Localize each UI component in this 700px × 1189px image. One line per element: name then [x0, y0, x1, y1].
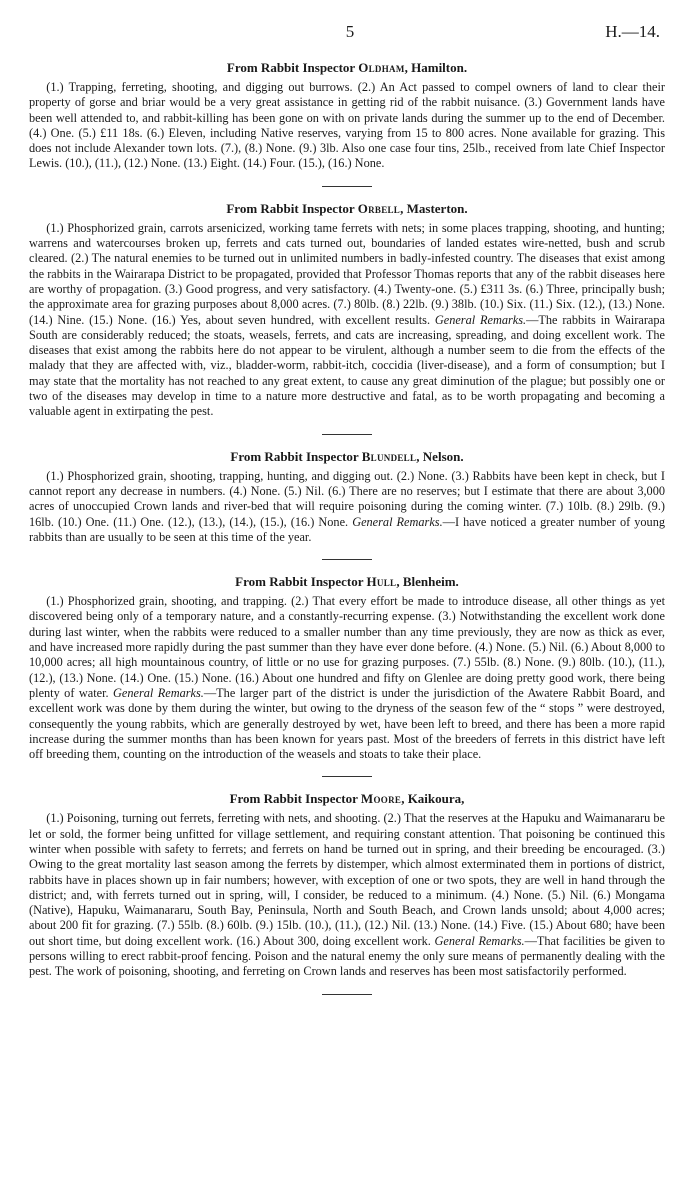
heading-location: , Blenheim. — [396, 574, 459, 590]
report-section-blundell — [29, 449, 665, 545]
report-section-moore — [29, 791, 665, 979]
section-divider — [322, 559, 372, 560]
general-remarks-text: —The rabbits in Wairarapa South are considerably reduced; the stoats, weasels, ferrets, and cats are increasing, spreading, and doing excellent work. The diseases that exist among the rabbits here do not appear to be virulent, although a number seem to die from the effects of the malady that they are affected with, viz., bladder-worm, rabbit-itch, coccidia (liver-disease), and a form of consumption; but I may state that the mortality has not reached to any great extent, to cause any great diminution of the plague; but possibly one or two of the diseases may develop in time to a nature more destructive and fatal, as to be worth propagating and becoming a valuable agent in extirpating the pest. — [29, 312, 665, 419]
inspector-name: Orbell — [357, 200, 401, 216]
page-number: 5 — [345, 22, 355, 41]
general-remarks-text: —I have noticed a greater number of young rabbits than are usually to be seen at this time of the year. — [29, 514, 665, 544]
heading-location: , Hamilton. — [404, 60, 468, 75]
heading-prefix: From Rabbit Inspector — [226, 200, 355, 216]
report-paragraph — [29, 594, 665, 762]
section-heading — [29, 574, 665, 589]
report-body — [29, 60, 665, 1009]
general-remarks-label: General Remarks. — [434, 312, 527, 327]
report-paragraph — [29, 811, 665, 979]
inspector-name: Hull — [366, 574, 397, 590]
report-paragraph — [29, 80, 665, 172]
heading-location: , Kaikoura, — [401, 791, 465, 807]
heading-prefix: From Rabbit Inspector — [230, 448, 359, 464]
heading-prefix: From Rabbit Inspector — [235, 574, 364, 590]
report-section-hull — [29, 574, 665, 762]
report-section-orbell — [29, 201, 665, 420]
general-remarks-text: —The larger part of the district is under the jurisdiction of the Awatere Rabbit Board, and excellent work was done by them during the winter, but owing to the dryness of the season few of the “ stops ” were destroyed, consequently the young rabbits, which are generally destroyed by wet, have been left to breed, and there has been a more rapid increase during the summer months than has been known for years past. Most of the breeders of ferrets in this district have left off breeding them, counting on the introduction of the weasels and stoats to take their place. — [29, 685, 665, 762]
section-heading — [29, 449, 665, 464]
report-text: (1.) Phosphorized grain, shooting, trapping, hunting, and digging out. (2.) None. (3.) Rabbits have been kept in check, but I cannot report any decrease in numbers. (4.) None. (5.) Nil. (6.) There are no reserves; but I estimate that there are about 3,000 acres of unoccupied Crown lands and river-bed that will require poisoning during the coming winter. (7.) 10lb. (8.) 29lb. (9.) 16lb. (10.) One. (11.) One. (12.), (13.), (14.), (15.), (16.) None. — [29, 468, 665, 529]
heading-location: , Masterton. — [400, 200, 468, 216]
heading-location: , Nelson. — [416, 448, 464, 464]
section-divider — [322, 994, 372, 995]
report-text: (1.) Phosphorized grain, shooting, and trapping. (2.) That every effort be made to introduce disease, all other things as yet discovered being only of a temporary nature, and a constantly-recurring expense. (3.) Notwithstanding the excellent work done during last winter, when the rabbits were reduced to a smaller number than any time previously, they are now as thick as ever, and have increased more rapidly during the past summer than they have ever done before. (4.) None. (5.) Nil. (6.) About 8,000 to 10,000 acres; all high mountainous country, of little or no use for grazing purposes. (7.) 55lb. (8.) None. (9.) 80lb. (10.), (11.), (12.), (13.) None. (14.) One. (15.) None. (16.) About one hundred and fifty on Glenlee are doing pretty good work, there being plenty of water. — [29, 594, 665, 700]
general-remarks-label: General Remarks. — [113, 685, 204, 700]
section-heading — [29, 791, 665, 806]
section-heading — [29, 60, 665, 75]
inspector-name: Blundell — [361, 448, 417, 464]
section-divider — [322, 186, 372, 187]
general-remarks-text: —That facilities be given to persons willing to erect rabbit-proof fencing. Poison and the natural enemy the only sure means of permanently dealing with the pest. The work of poisoning, shooting, and ferreting on Crown lands and reserves has been most satisfactorily performed. — [29, 933, 665, 979]
section-divider — [322, 776, 372, 777]
section-heading — [29, 201, 665, 216]
inspector-name: Oldham — [358, 60, 405, 75]
section-divider — [322, 434, 372, 435]
inspector-name: Moore — [360, 791, 402, 807]
heading-prefix: From Rabbit Inspector — [226, 60, 355, 75]
report-section-oldham — [29, 60, 665, 172]
report-paragraph — [29, 469, 665, 545]
report-text: (1.) Trapping, ferreting, shooting, and digging out burrows. (2.) An Act passed to compel owners of land to clear their property of gorse and briar would be a very great assistance in getting rid of the rabbit nuisance. (3.) Government lands have been well attended to, and rabbit-killing has been gone on with on private lands during the summer up to the end of December. (4.) One. (5.) £11 18s. (6.) Eleven, including Native reserves, varying from 15 to 800 acres. None available for grazing. This does not include Alexander town lots. (7.), (8.) None. (9.) 3lb. Also one case four tins, 25lb., received from late Chief Inspector Lewis. (10.), (11.), (12.) None. (13.) Eight. (14.) Four. (15.), (16.) None. — [29, 80, 665, 171]
report-paragraph — [29, 221, 665, 420]
heading-prefix: From Rabbit Inspector — [229, 791, 358, 807]
general-remarks-label: General Remarks. — [352, 514, 443, 529]
report-text: (1.) Poisoning, turning out ferrets, ferreting with nets, and shooting. (2.) That the reserves at the Hapuku and Waimanararu be let or sold, the former being unfitted for village settlement, and requiring constant attention. That poisoning be continued this winter when possible with safety to ferrets; and ferrets on hand be turned out in spring, and their breeding be encouraged. (3.) Owing to the great mortality last season among the ferrets by distemper, which almost exterminated them in portions of district, rabbits have in places shown up in fair numbers; however, with exception of one or two spots, they are well in hand through the district; and, with ferrets turned out in spring, will, I consider, be reduced to a minimum. (4.) None. (5.) Nil. (6.) Mongama (Native), Hapuku, Waimanararu, South Bay, Peninsula, North and South Beach, and Crown lands unsold; about 4,000 acres; about 200 fit for grazing. (7.) 55lb. (8.) 60lb. (9.) 15lb. (10.), (11.), (12.) Nil. (13.) None. (14.) Five. (15.) About 680; have been out short time, but doing excellent work. (16.) About 300, doing excellent work. — [29, 811, 665, 948]
document-reference: H.—14. — [605, 22, 660, 41]
general-remarks-label: General Remarks. — [434, 933, 525, 948]
report-text: (1.) Phosphorized grain, carrots arsenicized, working tame ferrets with nets; in some places trapping, shooting, and hunting; warrens and watercourses broken up, ferrets and cats turned out, boundaries of landed estates wire-netted, bush and scrub cleared. (2.) The natural enemies to be turned out in unlimited numbers in badly-infested country. The diseases that exist among the rabbits in the Wairarapa District to be propagated, provided that Professor Thomas reports that any of the rabbit diseases here are worthy of propagation. (3.) Good progress, and very satisfactory. (4.) Twenty-one. (5.) £311 3s. (6.) Three, principally bush; the approximate area for grazing purposes about 8,000 acres. (7.) 80lb. (8.) 22lb. (9.) 38lb. (10.) Six. (11.) Six. (12.), (13.) None. (14.) Nine. (15.) None. (16.) Yes, about seven hundred, with excellent results. — [29, 220, 665, 327]
